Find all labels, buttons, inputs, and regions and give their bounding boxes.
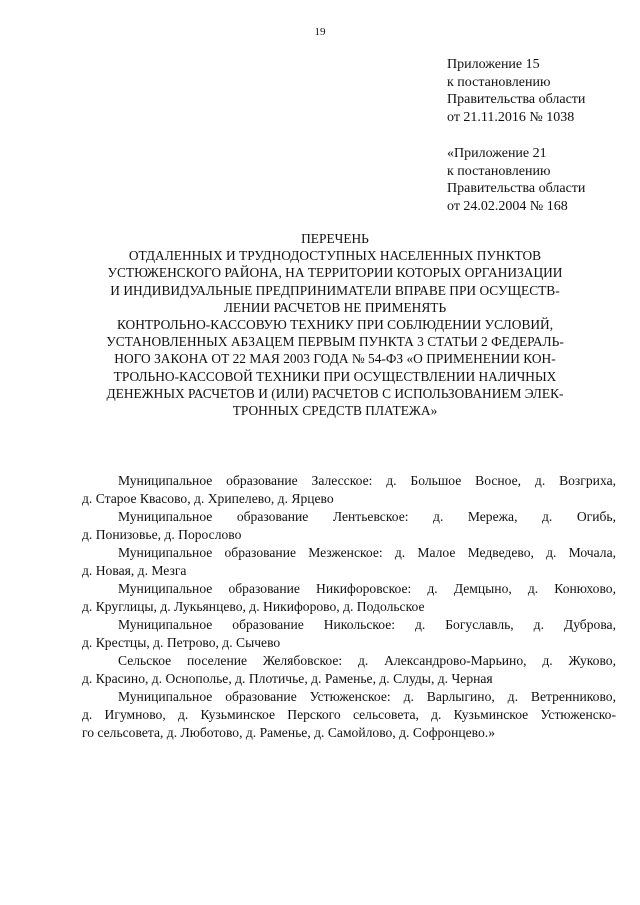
heading-line: ТРОЛЬНО-КАССОВОЙ ТЕХНИКИ ПРИ ОСУЩЕСТВЛЕНИИ НАЛИЧНЫХ bbox=[113, 368, 557, 384]
appendix-line: к постановлению bbox=[447, 163, 551, 179]
list-item bbox=[82, 652, 616, 688]
list-item bbox=[82, 544, 616, 580]
appendix-line: Правительства области bbox=[447, 181, 586, 196]
settlements-list bbox=[82, 472, 616, 742]
list-item bbox=[82, 616, 616, 652]
entry-line: Муниципальное образование Никифоровское: д. Демцыно, д. Конюхово, bbox=[118, 581, 616, 596]
appendix-line: от 21.11.2016 № 1038 bbox=[447, 109, 575, 125]
heading-line: И ИНДИВИДУАЛЬНЫЕ ПРЕДПРИНИМАТЕЛИ ВПРАВЕ ПРИ ОСУЩЕСТВ- bbox=[110, 282, 560, 298]
entry-line: го сельсовета, д. Люботово, д. Раменье, д. Самойлово, д. Софронцево.» bbox=[82, 725, 496, 740]
entry-line: д. Крестцы, д. Петрово, д. Сычево bbox=[82, 635, 281, 650]
appendix-line: от 24.02.2004 № 168 bbox=[447, 198, 568, 214]
entry-line: Муниципальное образование Лентьевское: д. Мережа, д. Огибь, bbox=[118, 509, 616, 524]
list-item bbox=[82, 580, 616, 616]
heading-line: УСТАНОВЛЕННЫХ АБЗАЦЕМ ПЕРВЫМ ПУНКТА 3 СТАТЬИ 2 ФЕДЕРАЛЬ- bbox=[106, 334, 564, 350]
heading-line: ДЕНЕЖНЫХ РАСЧЕТОВ И (ИЛИ) РАСЧЕТОВ С ИСПОЛЬЗОВАНИЕМ ЭЛЕК- bbox=[106, 385, 564, 401]
entry-line: д. Игумново, д. Кузьминское Перского сельсовета, д. Кузьминское Устюженско- bbox=[82, 707, 616, 722]
entry-line: д. Круглицы, д. Лукьянцево, д. Никифорово, д. Подольское bbox=[82, 599, 425, 614]
heading-line: КОНТРОЛЬНО-КАССОВУЮ ТЕХНИКУ ПРИ СОБЛЮДЕНИИ УСЛОВИЙ, bbox=[116, 317, 554, 333]
entry-line: д. Понизовье, д. Порослово bbox=[82, 527, 242, 542]
entry-line: д. Старое Квасово, д. Хрипелево, д. Ярцево bbox=[82, 491, 334, 506]
heading-line: УСТЮЖЕНСКОГО РАЙОНА, НА ТЕРРИТОРИИ КОТОРЫХ ОРГАНИЗАЦИИ bbox=[107, 265, 563, 281]
document-heading bbox=[70, 230, 600, 419]
entry-line: Муниципальное образование Устюженское: д. Варлыгино, д. Ветренниково, bbox=[118, 689, 616, 704]
appendix-current-reference bbox=[447, 56, 585, 126]
list-item bbox=[82, 508, 616, 544]
appendix-previous-reference bbox=[447, 145, 585, 215]
appendix-line: «Приложение 21 bbox=[447, 146, 547, 161]
appendix-line: Правительства области bbox=[447, 92, 586, 107]
list-item bbox=[82, 472, 616, 508]
entry-line: Муниципальное образование Мезженское: д. Малое Медведево, д. Мочала, bbox=[118, 545, 616, 560]
entry-line: д. Красино, д. Оснополье, д. Плотичье, д. Раменье, д. Слуды, д. Черная bbox=[82, 671, 493, 686]
appendix-line: Приложение 15 bbox=[447, 57, 540, 72]
entry-line: Муниципальное образование Никольское: д. Богуславль, д. Дуброва, bbox=[118, 617, 616, 632]
appendix-line: к постановлению bbox=[447, 74, 551, 90]
entry-line: д. Новая, д. Мезга bbox=[82, 563, 187, 578]
heading-line: НОГО ЗАКОНА ОТ 22 МАЯ 2003 ГОДА № 54-ФЗ «О ПРИМЕНЕНИИ КОН- bbox=[114, 351, 556, 367]
heading-title: ПЕРЕЧЕНЬ bbox=[301, 231, 369, 246]
entry-line: Муниципальное образование Залесское: д. Большое Восное, д. Возгриха, bbox=[118, 473, 616, 488]
heading-line: ТРОННЫХ СРЕДСТВ ПЛАТЕЖА» bbox=[232, 403, 438, 419]
entry-line: Сельское поселение Желябовское: д. Александрово-Марьино, д. Жуково, bbox=[118, 653, 616, 668]
page-number: 19 bbox=[314, 26, 326, 38]
heading-line: ЛЕНИИ РАСЧЕТОВ НЕ ПРИМЕНЯТЬ bbox=[223, 299, 447, 315]
heading-line: ОТДАЛЕННЫХ И ТРУДНОДОСТУПНЫХ НАСЕЛЕННЫХ ПУНКТОВ bbox=[128, 248, 542, 264]
list-item bbox=[82, 688, 616, 742]
